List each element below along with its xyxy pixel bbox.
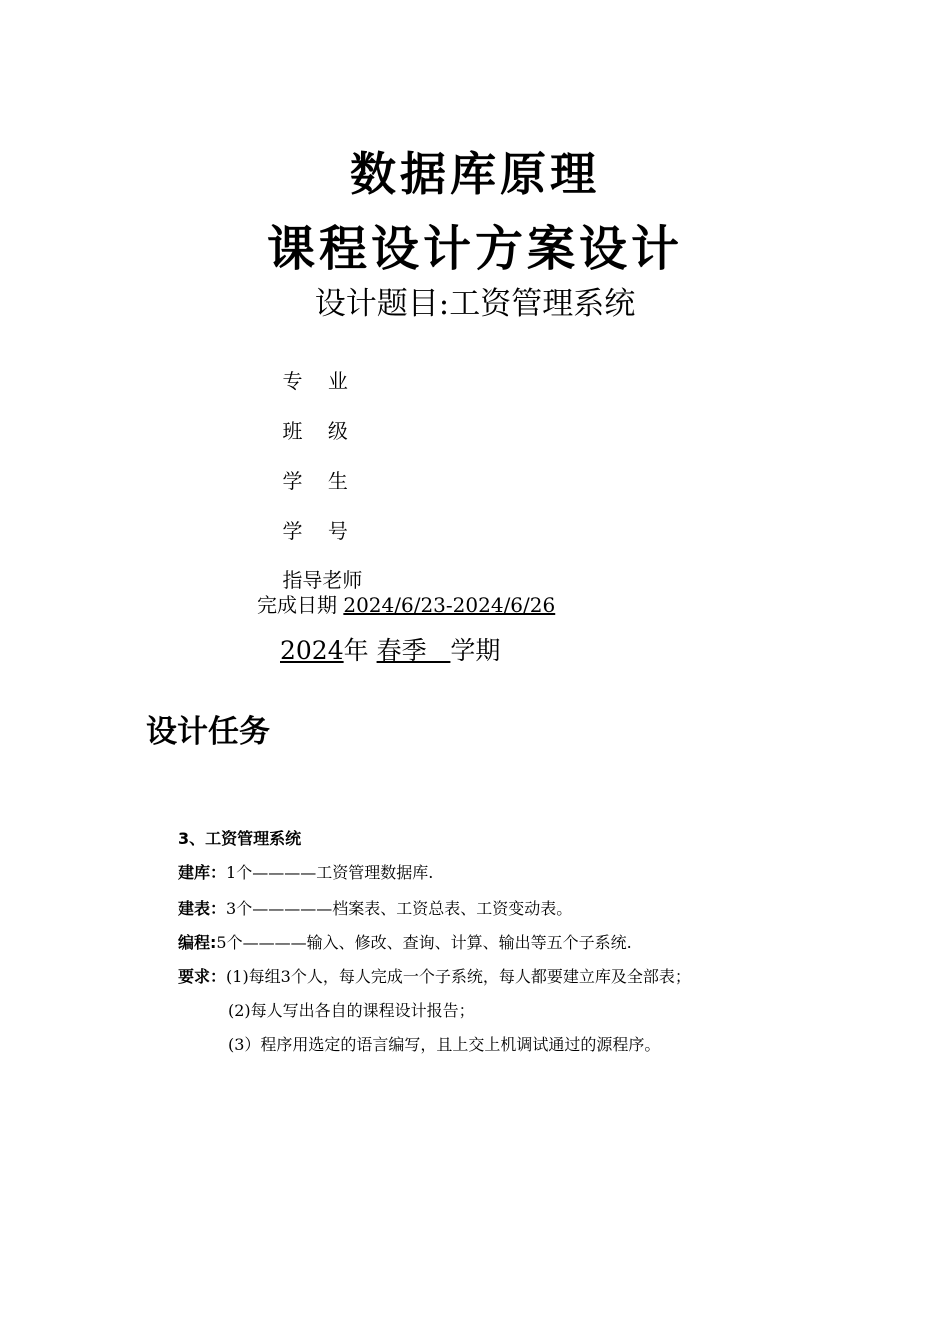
design-topic: 设计题目:工资管理系统: [314, 286, 636, 322]
task-line-text: 3个—————档案表、工资总表、工资变动表。: [226, 899, 573, 918]
task-line-key: 建表：: [178, 899, 227, 918]
task-sub-line-report: (2)每人写出各自的课程设计报告；: [228, 1001, 475, 1020]
task-item-title: 3、工资管理系统: [178, 829, 302, 848]
task-line-key: 建库：: [178, 863, 227, 882]
semester-term: 学期: [450, 636, 501, 665]
semester-line: [280, 631, 500, 667]
section-heading: 设计任务: [146, 714, 270, 750]
field-date-label: 完成日期: [257, 593, 344, 617]
task-line-text: 5个————输入、修改、查询、计算、输出等五个子系统.: [216, 933, 632, 952]
field-date-value: 2024/6/23-2024/6/26: [343, 593, 556, 617]
task-line-build-db: [178, 860, 433, 883]
semester-season: 春季: [376, 636, 451, 665]
task-line-text: (1)每组3个人，每人完成一个子系统，每人都要建立库及全部表；: [226, 967, 691, 986]
task-line-programming: [178, 930, 632, 953]
field-student-label: 学 生: [282, 469, 348, 493]
field-completion-date: [257, 592, 555, 618]
task-line-build-tables: [178, 896, 572, 919]
field-class-label: 班 级: [282, 419, 348, 443]
field-advisor-label: 指导老师: [282, 568, 363, 592]
task-line-text: 1个————工资管理数据库.: [226, 863, 434, 882]
task-line-requirements: [178, 964, 691, 987]
semester-year-suffix: 年: [343, 636, 377, 665]
task-sub-line-program: (3）程序用选定的语言编写，且上交上机调试通过的源程序。: [228, 1035, 661, 1054]
title-line-1: 数据库原理: [350, 147, 600, 201]
task-line-key: 要求：: [178, 967, 227, 986]
semester-year: 2024: [280, 636, 344, 665]
task-line-key: 编程:: [178, 933, 217, 952]
field-student-id-label: 学 号: [282, 519, 348, 543]
title-line-2: 课程设计方案设计: [266, 221, 683, 277]
field-major-label: 专 业: [282, 369, 348, 393]
